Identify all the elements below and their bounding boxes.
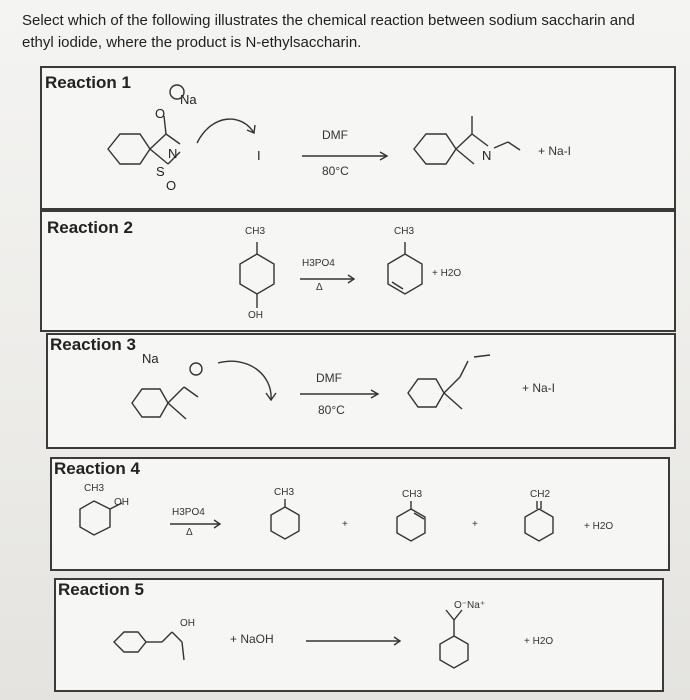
reaction-5-product-structure bbox=[432, 604, 482, 684]
reaction-3-box[interactable] bbox=[46, 333, 676, 449]
reaction-2-product-ring bbox=[380, 242, 430, 302]
reaction-1-byproduct: + Na-I bbox=[538, 144, 572, 158]
reaction-3-reactant-structure bbox=[128, 363, 218, 443]
reaction-2-ch3-product: CH3 bbox=[394, 226, 415, 237]
reaction-1-o-top: O bbox=[155, 106, 166, 121]
reaction-2-arrow-icon bbox=[300, 274, 360, 284]
reaction-4-product-1: CH3 bbox=[274, 487, 295, 498]
reaction-1-product-structure bbox=[410, 104, 540, 194]
reaction-1-iodide: I bbox=[257, 148, 261, 163]
reaction-4-condition-bottom: Δ bbox=[186, 527, 193, 538]
reaction-3-condition-top: DMF bbox=[316, 371, 342, 385]
reaction-2-reactant-ring bbox=[232, 242, 282, 312]
question-text: Select which of the following illustrates the chemical reaction between sodium saccharin and ethyl iodide, where the product is N-ethylsaccharin. bbox=[22, 12, 635, 51]
reaction-5-box[interactable] bbox=[54, 578, 664, 692]
reaction-1-na: Na bbox=[180, 92, 197, 107]
reaction-5-reagent: + NaOH bbox=[230, 632, 274, 646]
reaction-4-reactant-ring bbox=[80, 495, 140, 545]
reaction-2-oh: OH bbox=[248, 310, 263, 321]
reaction-2-label: Reaction 2 bbox=[47, 218, 133, 237]
reaction-2-box[interactable] bbox=[40, 210, 676, 332]
reaction-4-label: Reaction 4 bbox=[54, 459, 140, 478]
reaction-3-condition-bottom: 80°C bbox=[318, 403, 345, 417]
reaction-3-arrow-icon bbox=[300, 389, 384, 399]
reaction-4-product-2: CH3 bbox=[402, 489, 423, 500]
reaction-4-product-2-ring bbox=[394, 501, 434, 551]
reaction-4-plus-2: + bbox=[472, 519, 478, 530]
reaction-1-box[interactable] bbox=[40, 66, 676, 210]
reaction-3-label: Reaction 3 bbox=[50, 335, 136, 354]
reaction-4-ch3-reactant: CH3 bbox=[84, 483, 105, 494]
reaction-5-oh: OH bbox=[180, 618, 195, 629]
reaction-1-n-atom: N bbox=[168, 146, 178, 161]
reaction-1-condition-bottom: 80°C bbox=[322, 164, 349, 178]
reaction-1-curved-arrow-icon bbox=[192, 108, 262, 148]
reaction-2-byproduct: + H2O bbox=[432, 268, 462, 279]
reaction-4-product-1-ring bbox=[268, 499, 308, 549]
reaction-1-label: Reaction 1 bbox=[45, 73, 131, 92]
reaction-4-plus-1: + bbox=[342, 519, 348, 530]
reaction-1-condition-top: DMF bbox=[322, 128, 348, 142]
reaction-4-arrow-icon bbox=[170, 519, 226, 529]
reaction-4-oh: OH bbox=[114, 497, 129, 508]
reaction-2-condition-top: H3PO4 bbox=[302, 258, 335, 269]
reaction-5-byproduct: + H2O bbox=[524, 636, 554, 647]
reaction-2-condition-bottom: Δ bbox=[316, 282, 323, 293]
reaction-2-ch3-reactant: CH3 bbox=[245, 226, 266, 237]
reaction-4-condition-top: H3PO4 bbox=[172, 507, 205, 518]
reaction-4-product-3-ring bbox=[522, 501, 562, 551]
reaction-1-o-bottom: O bbox=[166, 178, 177, 193]
reaction-1-s-atom: S bbox=[156, 164, 165, 179]
reaction-3-byproduct: + Na-I bbox=[522, 381, 556, 395]
reaction-4-product-3: CH2 bbox=[530, 489, 551, 500]
reaction-3-na: Na bbox=[142, 351, 159, 366]
reaction-1-arrow-icon bbox=[302, 151, 392, 161]
reaction-5-arrow-icon bbox=[306, 636, 406, 646]
reaction-4-box[interactable] bbox=[50, 457, 670, 571]
reaction-3-product-structure bbox=[404, 353, 514, 433]
reaction-4-byproduct: + H2O bbox=[584, 521, 614, 532]
reaction-5-label: Reaction 5 bbox=[58, 580, 144, 599]
reaction-3-curved-arrow-icon bbox=[213, 355, 283, 405]
reaction-5-product-label: O⁻Na⁺ bbox=[454, 600, 486, 611]
reaction-5-reactant-structure bbox=[108, 620, 198, 680]
reaction-1-product-n: N bbox=[482, 148, 492, 163]
